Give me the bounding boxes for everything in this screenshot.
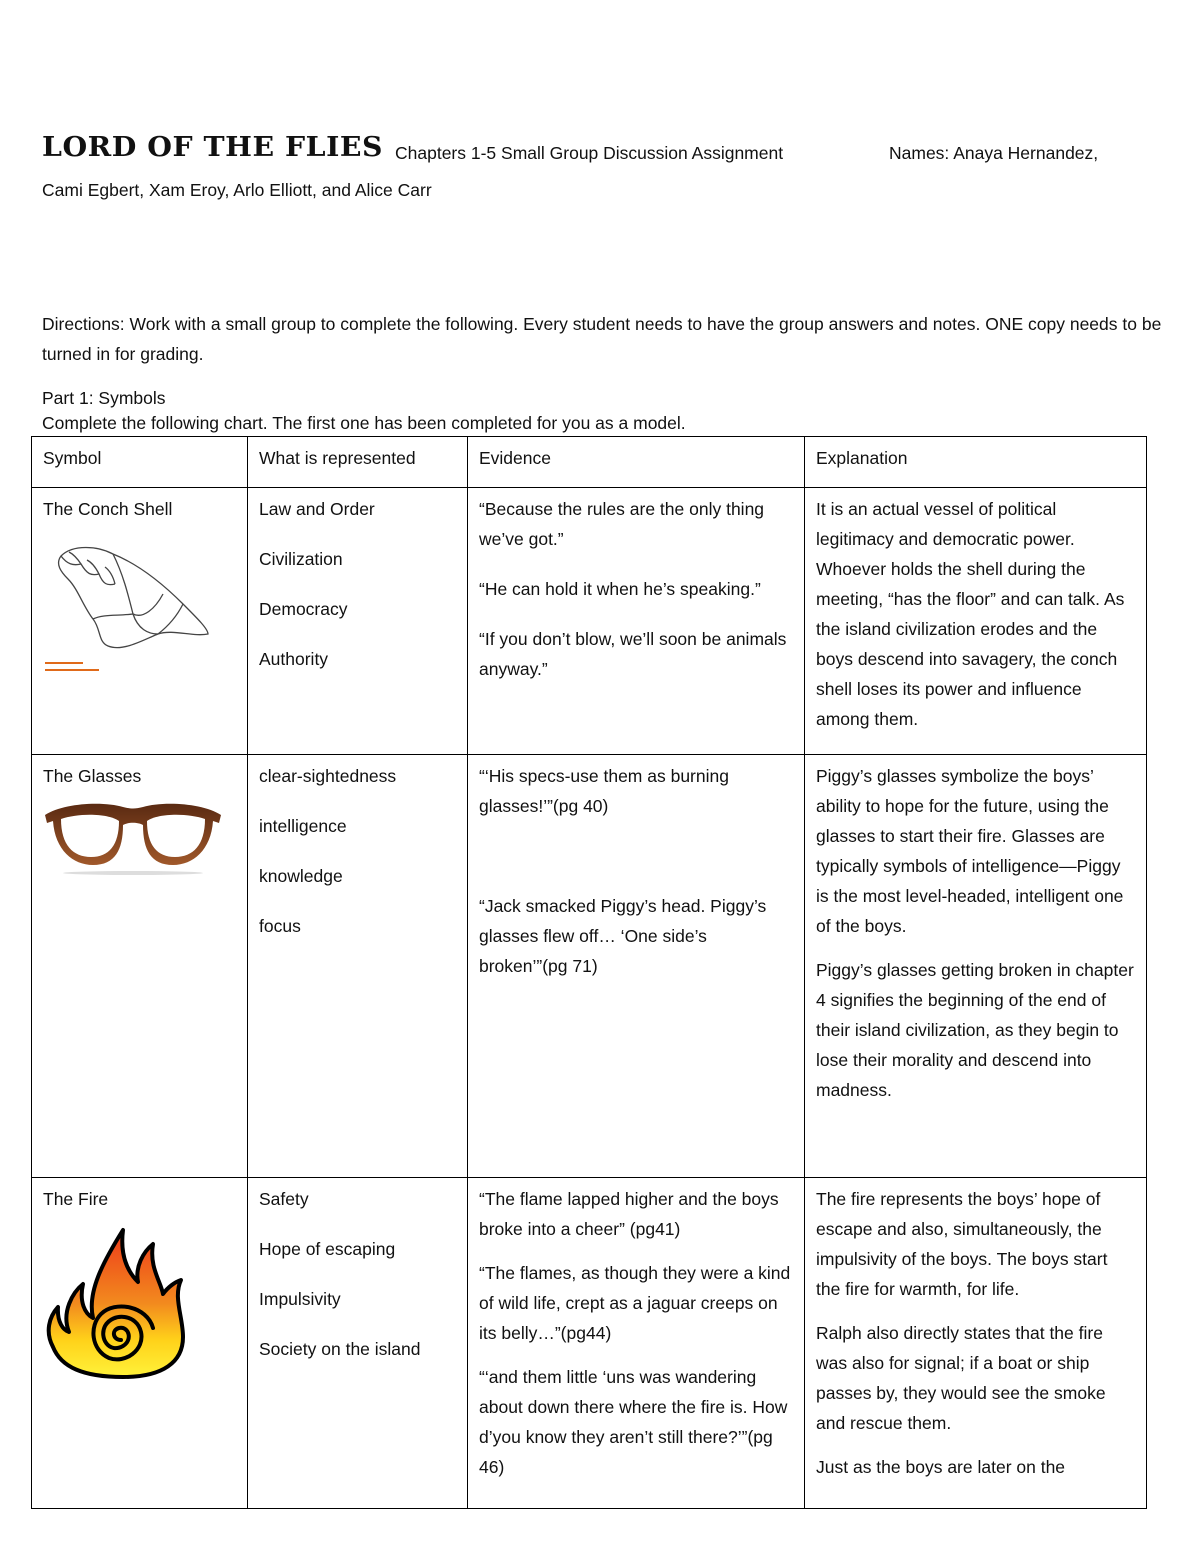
represented-item: Civilization: [259, 549, 343, 569]
represented-cell: [248, 1178, 468, 1509]
represented-item: Hope of escaping: [259, 1239, 396, 1259]
evidence-quote: “The flame lapped higher and the boys broke into a cheer” (pg41): [479, 1189, 779, 1239]
conch-shell-icon: [43, 534, 218, 659]
represented-item: clear-sightedness: [259, 766, 397, 786]
represented-cell: [248, 755, 468, 1178]
symbol-name: The Fire: [43, 1189, 109, 1209]
symbols-table: [31, 436, 1147, 1509]
represented-item: Society on the island: [259, 1339, 421, 1359]
fire-icon: [43, 1222, 193, 1382]
explanation-text: The fire represents the boys’ hope of escape and also, simultaneously, the impulsivity of the boys. The boys start the fire for warmth, for life.: [816, 1189, 1108, 1299]
column-header: What is represented: [248, 437, 468, 488]
represented-item: Impulsivity: [259, 1289, 341, 1309]
explanation-text: Just as the boys are later on the: [816, 1457, 1066, 1477]
names-line-1: Names: Anaya Hernandez,: [889, 143, 1099, 163]
logo-title: LORD OF THE FLIES: [42, 132, 384, 163]
explanation-cell: [805, 1178, 1147, 1509]
represented-cell: [248, 488, 468, 755]
symbol-cell: [32, 488, 248, 755]
table-header-row: [32, 437, 1147, 488]
explanation-text: Ralph also directly states that the fire was also for signal; if a boat or ship passes by, they would see the smoke and rescue them.: [816, 1323, 1106, 1433]
evidence-quote: “‘His specs-use them as burning glasses!’”(pg 40): [479, 766, 729, 816]
table-row: [32, 1178, 1147, 1509]
represented-item: Authority: [259, 649, 329, 669]
represented-item: Law and Order: [259, 499, 375, 519]
evidence-quote: “Jack smacked Piggy’s head. Piggy’s glasses flew off… ‘One side’s broken’”(pg 71): [479, 896, 767, 976]
symbol-cell: [32, 755, 248, 1178]
explanation-text: Piggy’s glasses symbolize the boys’ ability to hope for the future, using the glasses to start their fire. Glasses are typically symbols of intelligence—Piggy is the most level-headed, intelligent one of the boys.: [816, 766, 1124, 936]
evidence-quote: “The flames, as though they were a kind of wild life, crept as a jaguar creeps on its belly…”(pg44): [479, 1263, 791, 1343]
caption-scribble-icon: [43, 659, 103, 673]
evidence-cell: [468, 755, 805, 1178]
represented-item: Safety: [259, 1189, 309, 1209]
represented-item: Democracy: [259, 599, 348, 619]
explanation-text: Piggy’s glasses getting broken in chapter 4 signifies the beginning of the end of their island civilization, as they begin to lose their morality and descend into madness.: [816, 960, 1134, 1100]
names-line-2: Cami Egbert, Xam Eroy, Arlo Elliott, and Alice Carr: [42, 180, 432, 200]
chart-instructions: Complete the following chart. The first one has been completed for you as a model.: [42, 413, 686, 433]
evidence-cell: [468, 1178, 805, 1509]
evidence-quote: “‘and them little ‘uns was wandering about down there where the fire is. How d’you know they aren’t still there?’”(pg 46): [479, 1367, 788, 1477]
glasses-icon: [43, 795, 223, 875]
evidence-quote: “Because the rules are the only thing we’ve got.”: [479, 499, 765, 549]
represented-item: intelligence: [259, 816, 347, 836]
explanation-cell: [805, 755, 1147, 1178]
evidence-quote: “If you don’t blow, we’ll soon be animals anyway.”: [479, 629, 787, 679]
column-header: Symbol: [32, 437, 248, 488]
represented-item: knowledge: [259, 866, 343, 886]
assignment-title: Chapters 1-5 Small Group Discussion Assignment: [395, 143, 784, 163]
part-heading: Part 1: Symbols: [42, 388, 166, 408]
symbol-name: The Conch Shell: [43, 499, 173, 519]
column-header: Evidence: [468, 437, 805, 488]
table-row: [32, 755, 1147, 1178]
image-caption: [43, 659, 237, 676]
symbol-cell: [32, 1178, 248, 1509]
directions: Directions: Work with a small group to complete the following. Every student needs to have the group answers and notes. ONE copy needs to be turned in for grading.: [42, 314, 1162, 364]
table-row: [32, 488, 1147, 755]
evidence-quote: “He can hold it when he’s speaking.”: [479, 579, 761, 599]
represented-item: focus: [259, 916, 301, 936]
symbol-name: The Glasses: [43, 766, 142, 786]
explanation-cell: [805, 488, 1147, 755]
column-header: Explanation: [805, 437, 1147, 488]
evidence-cell: [468, 488, 805, 755]
explanation-text: It is an actual vessel of political legitimacy and democratic power. Whoever holds the shell during the meeting, “has the floor” and can talk. As the island civilization erodes and the boys descend into savagery, the conch shell loses its power and influence among them.: [816, 499, 1125, 729]
